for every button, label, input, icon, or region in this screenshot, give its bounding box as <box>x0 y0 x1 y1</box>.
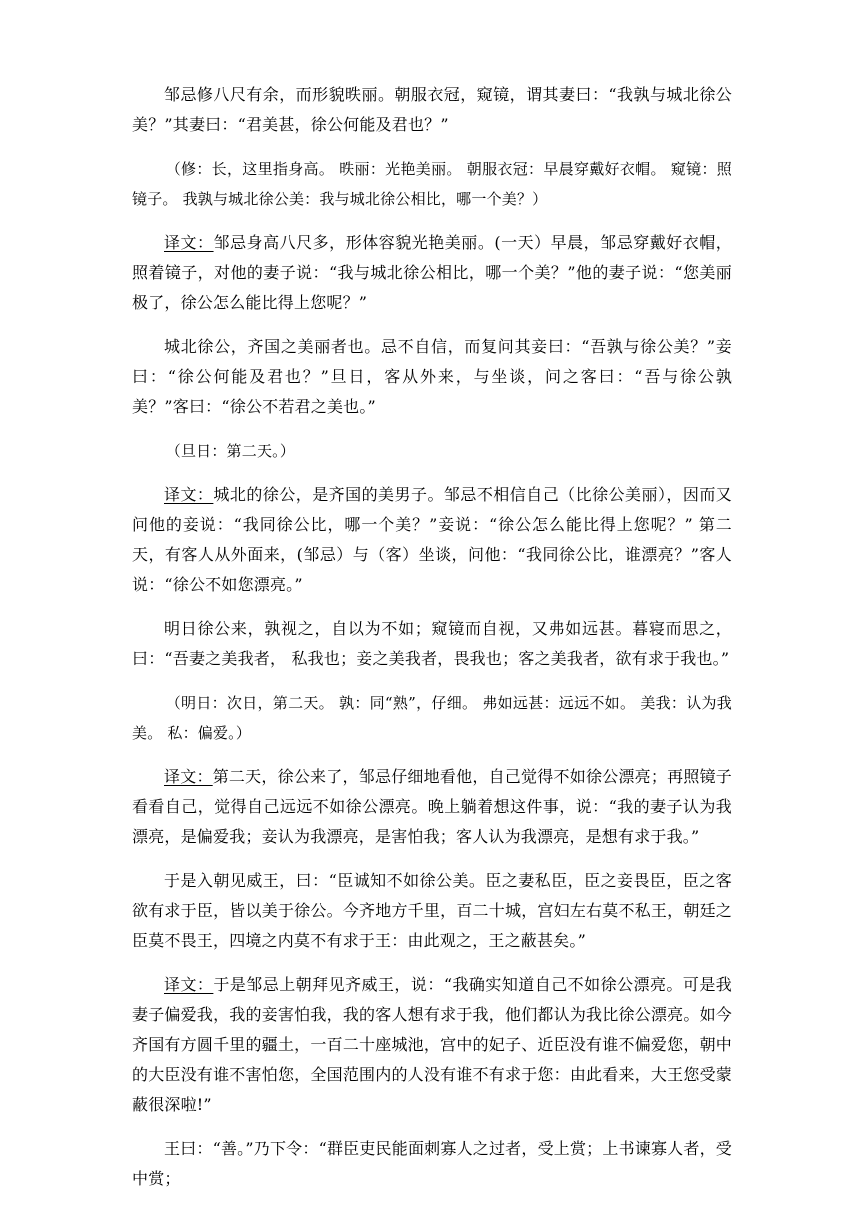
paragraph-text: （明日：次日，第二天。 孰：同“熟”，仔细。 弗如远甚：远远不如。 美我：认为我美。 私：偏爱。） <box>132 694 732 742</box>
paragraph-text: （旦日：第二天。） <box>165 442 296 460</box>
translation-paragraph-4 <box>132 970 732 1120</box>
translation-label: 译文： <box>164 767 213 786</box>
translation-label: 译文： <box>164 975 214 994</box>
original-paragraph-5 <box>132 1134 732 1194</box>
paragraph-text: 王曰：“善。”乃下令：“群臣吏民能面刺寡人之过者，受上赏；上书谏寡人者，受中赏； <box>132 1139 732 1188</box>
original-paragraph-1 <box>132 80 732 140</box>
paragraph-text: 邹忌身高八尺多，形体容貌光艳美丽。(一天）早晨，邹忌穿戴好衣帽，照着镜子，对他的妻子说：“我与城北徐公相比，哪一个美？”他的妻子说：“您美丽极了，徐公怎么能比得上您呢？” <box>132 233 732 312</box>
original-paragraph-3 <box>132 614 732 674</box>
paragraph-text: 于是邹忌上朝拜见齐威王，说：“我确实知道自己不如徐公漂亮。可是我妻子偏爱我，我的妾害怕我，我的客人想有求于我，他们都认为我比徐公漂亮。如今齐国有方圆千里的疆土，一百二十座城池，宫中的妃子、近臣没有谁不偏爱您，朝中的大臣没有谁不害怕您，全国范围内的人没有谁不有求于您：由此看来，大王您受蒙蔽很深啦!” <box>132 975 732 1114</box>
paragraph-text: 邹忌修八尺有余，而形貌昳丽。朝服衣冠，窥镜，谓其妻曰：“我孰与城北徐公美？”其妻曰：“君美甚，徐公何能及君也？” <box>132 85 732 134</box>
paragraph-text: 于是入朝见威王，曰：“臣诚知不如徐公美。臣之妻私臣，臣之妾畏臣，臣之客欲有求于臣，皆以美于徐公。今齐地方千里，百二十城，宫妇左右莫不私王，朝廷之臣莫不畏王，四境之内莫不有求于王：由此观之，王之蔽甚矣。” <box>132 871 732 950</box>
note-paragraph-3 <box>132 688 732 748</box>
paragraph-text: （修：长，这里指身高。 昳丽：光艳美丽。 朝服衣冠：早晨穿戴好衣帽。 窥镜：照镜子。 我孰与城北徐公美：我与城北徐公相比，哪一个美？） <box>132 160 732 208</box>
paragraph-text: 城北的徐公，是齐国的美男子。邹忌不相信自己（比徐公美丽），因而又问他的妾说：“我同徐公比，哪一个美？”妾说：“徐公怎么能比得上您呢？” 第二天，有客人从外面来，(邹忌）与（客）坐谈，问他：“我同徐公比，谁漂亮？”客人说：“徐公不如您漂亮。” <box>132 485 732 594</box>
translation-label: 译文： <box>164 233 214 252</box>
translation-paragraph-1 <box>132 228 732 318</box>
original-paragraph-2 <box>132 332 732 422</box>
translation-paragraph-2 <box>132 480 732 600</box>
original-paragraph-4 <box>132 866 732 956</box>
paragraph-text: 城北徐公，齐国之美丽者也。忌不自信，而复问其妾曰：“吾孰与徐公美？”妾曰：“徐公何能及君也？”旦日，客从外来，与坐谈，问之客曰：“吾与徐公孰美？”客曰：“徐公不若君之美也。” <box>132 337 732 416</box>
translation-label: 译文： <box>164 485 214 504</box>
paragraph-text: 明日徐公来，孰视之，自以为不如；窥镜而自视，又弗如远甚。暮寝而思之，曰：“吾妻之美我者， 私我也；妾之美我者，畏我也；客之美我者，欲有求于我也。” <box>132 619 732 668</box>
paragraph-text: 第二天，徐公来了，邹忌仔细地看他，自己觉得不如徐公漂亮；再照镜子看看自己，觉得自己远远不如徐公漂亮。晚上躺着想这件事，说：“我的妻子认为我漂亮，是偏爱我；妾认为我漂亮，是害怕我；客人认为我漂亮，是想有求于我。” <box>132 767 732 846</box>
document-body <box>132 80 732 1208</box>
translation-paragraph-3 <box>132 762 732 852</box>
note-paragraph-1 <box>132 154 732 214</box>
note-paragraph-2 <box>132 436 732 466</box>
